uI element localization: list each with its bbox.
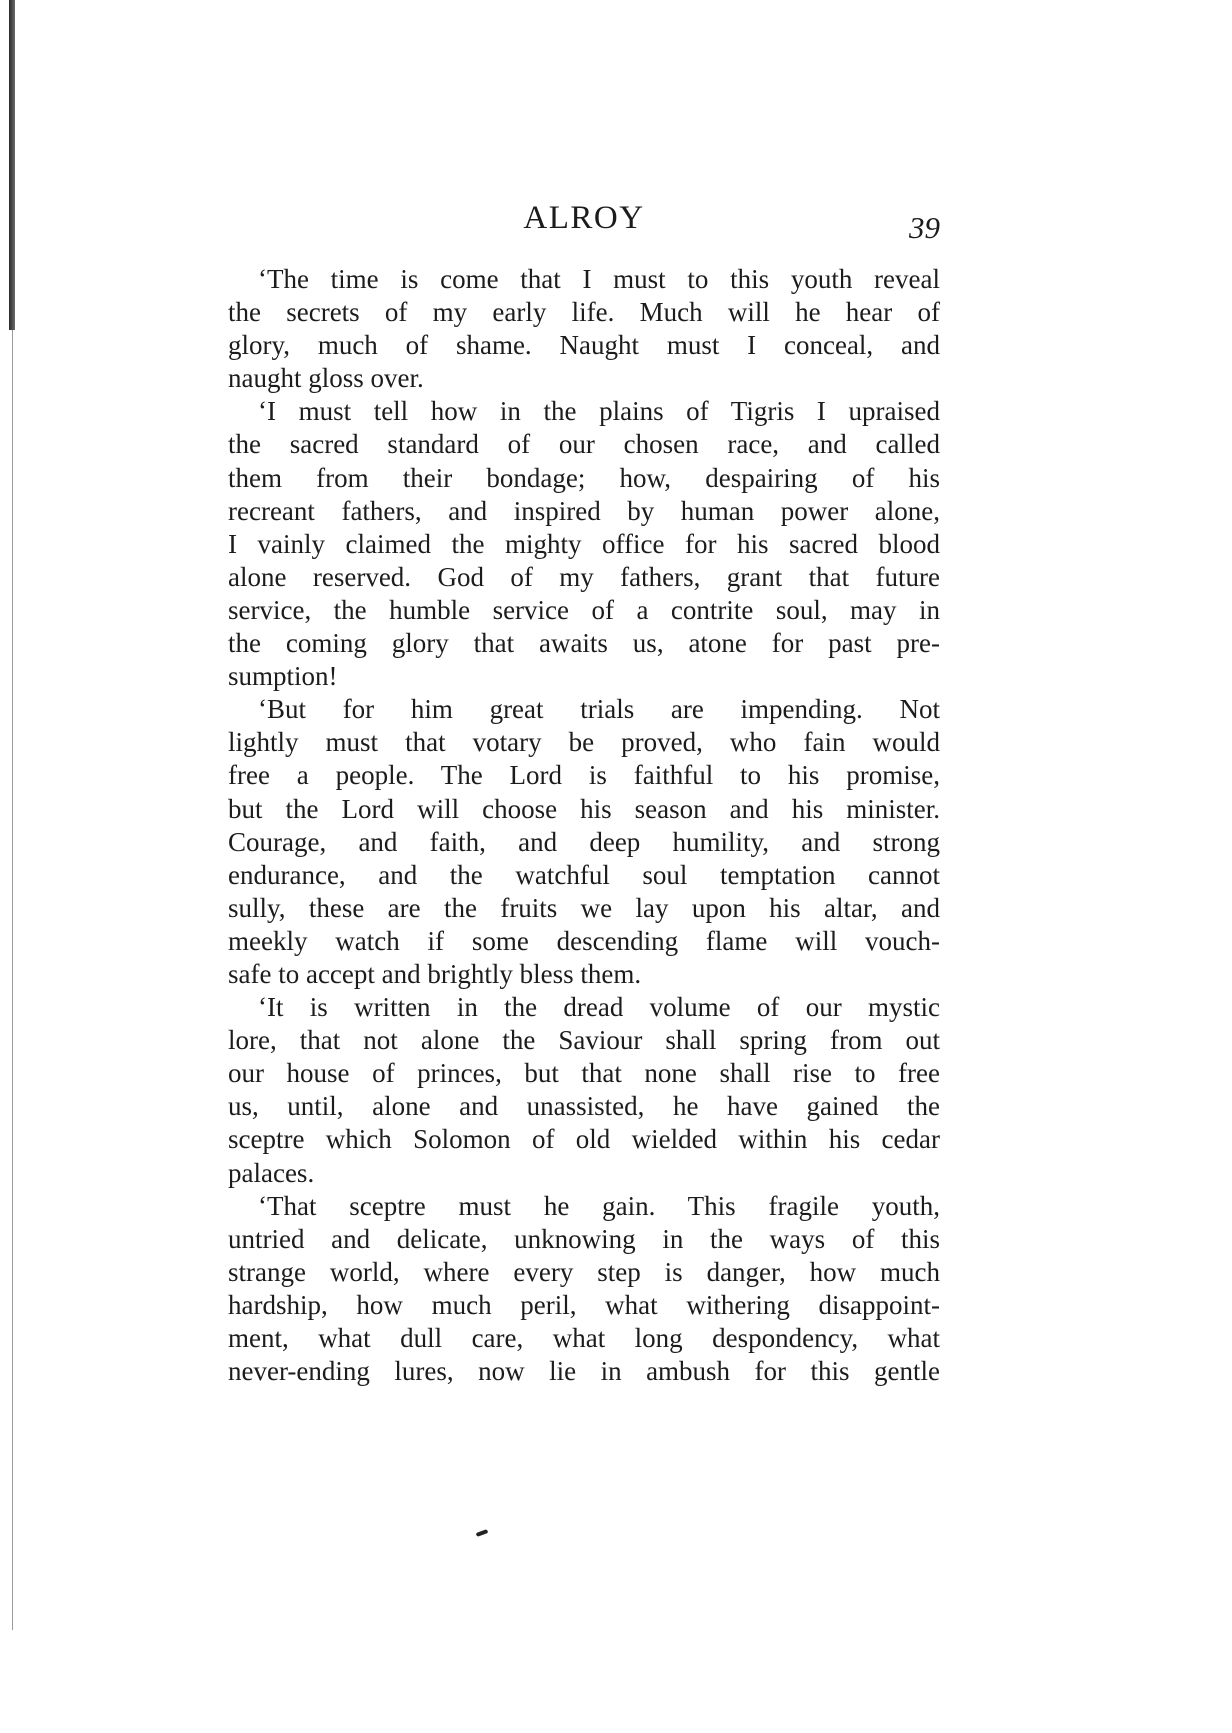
paragraph	[228, 395, 940, 693]
text-line: sully, these are the fruits we lay upon his altar, and	[228, 892, 940, 923]
text-line: us, until, alone and unassisted, he have gained the	[228, 1091, 940, 1122]
running-title: ALROY	[523, 200, 645, 236]
text-line: the coming glory that awaits us, atone for past pre-	[228, 628, 940, 659]
page-body	[228, 263, 940, 1388]
text-line: recreant fathers, and inspired by human power alone,	[228, 495, 940, 526]
text-line: never-ending lures, now lie in ambush for this gentle	[228, 1356, 940, 1387]
paragraph	[228, 263, 940, 395]
text-line: our house of princes, but that none shall rise to free	[228, 1058, 940, 1089]
text-line: ment, what dull care, what long despondency, what	[228, 1323, 940, 1353]
text-line: ‘That sceptre must he gain. This fragile youth,	[258, 1190, 940, 1221]
text-line: I vainly claimed the mighty office for his sacred blood	[228, 528, 940, 559]
text-line: strange world, where every step is danger, how much	[228, 1256, 940, 1287]
text-line: sumption!	[228, 661, 338, 692]
text-line: free a people. The Lord is faithful to his promise,	[228, 760, 940, 791]
text-line: safe to accept and brightly bless them.	[228, 958, 642, 989]
binding-edge-line	[12, 330, 13, 1630]
text-line: but the Lord will choose his season and his minister.	[228, 793, 940, 824]
text-line: lightly must that votary be proved, who fain would	[228, 727, 940, 758]
page-header	[228, 196, 940, 246]
text-line: the sacred standard of our chosen race, and called	[228, 429, 940, 460]
text-line: palaces.	[228, 1157, 315, 1188]
text-line: ‘But for him great trials are impending. Not	[258, 694, 940, 725]
text-line: meekly watch if some descending flame will vouch-	[228, 925, 940, 956]
text-line: ‘The time is come that I must to this youth reveal	[258, 264, 940, 294]
text-line: Courage, and faith, and deep humility, and strong	[228, 826, 940, 857]
page-number: 39	[909, 210, 940, 245]
text-line: untried and delicate, unknowing in the ways of this	[228, 1223, 940, 1254]
text-line: them from their bondage; how, despairing of his	[228, 462, 940, 493]
text-line: hardship, how much peril, what withering disappoint-	[228, 1289, 940, 1320]
text-line: ‘I must tell how in the plains of Tigris I upraised	[258, 396, 940, 427]
paragraph	[228, 1190, 940, 1389]
text-line: ‘It is written in the dread volume of our mystic	[258, 992, 940, 1023]
text-line: lore, that not alone the Saviour shall spring from out	[228, 1025, 940, 1056]
text-line: the secrets of my early life. Much will he hear of	[228, 297, 940, 328]
text-line: service, the humble service of a contrite soul, may in	[228, 594, 940, 625]
binding-edge-shadow	[9, 0, 15, 330]
text-line: glory, much of shame. Naught must I conceal, and	[228, 330, 940, 361]
text-line: sceptre which Solomon of old wielded within his cedar	[228, 1124, 940, 1155]
paragraph	[228, 693, 940, 991]
paragraph	[228, 991, 940, 1190]
text-line: naught gloss over.	[228, 363, 424, 394]
ink-speck	[476, 1529, 489, 1537]
text-line: alone reserved. God of my fathers, grant that future	[228, 561, 940, 592]
text-line: endurance, and the watchful soul temptation cannot	[228, 859, 940, 890]
